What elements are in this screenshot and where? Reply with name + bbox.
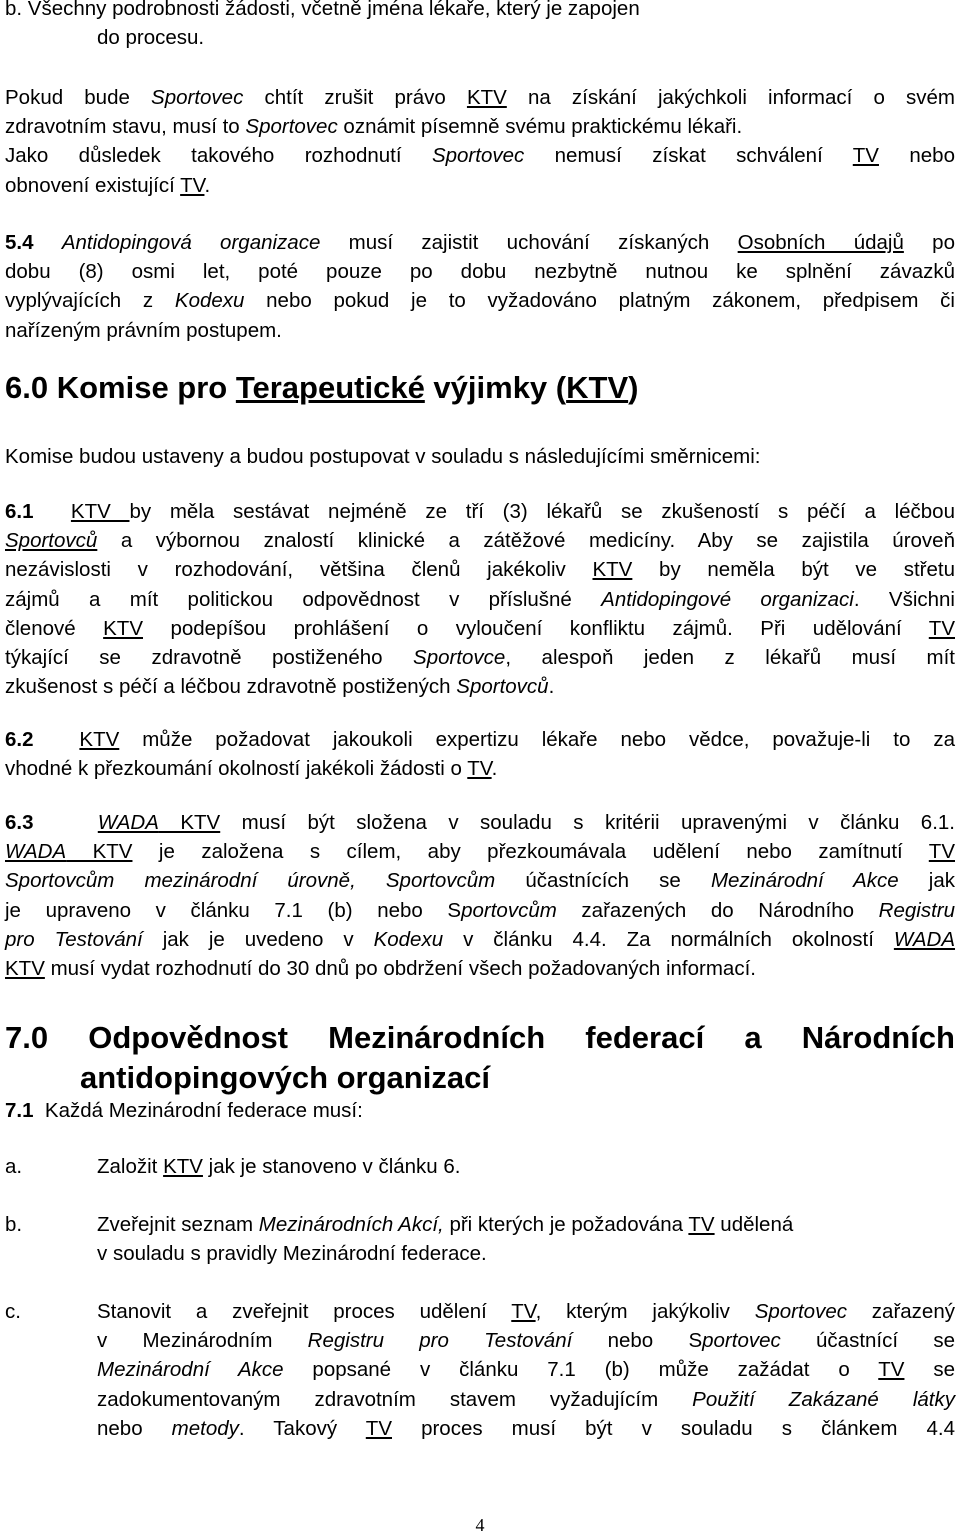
paragraph-6-2: 6.2 KTV může požadovat jakoukoli expertizu lékaře nebo vědce, považuje-li to za vhodné k přezkoumání okolností jakékoli žádosti o TV. bbox=[5, 728, 955, 781]
list-item-text: b. Všechny podrobnosti žádosti, včetně jména lékaře, který je zapojen bbox=[5, 0, 640, 20]
list-item-a: a. Založit KTV jak je stanoveno v článku 6. bbox=[5, 1155, 461, 1178]
paragraph-6-3: 6.3 WADA KTV musí být složena v souladu s kritérii upravenými v článku 6.1. WADA KTV je založena s cílem, aby přezkoumávala udělení nebo zamítnutí TV Sportovcům mezinárodní úrovně, Sportovcům účastnících se Mezinárodní Akce jak je upraveno v článku 7.1 (b) nebo Sportovcům zařazených do Národního Registru pro Testování jak je uvedeno v Kodexu v článku 4.4. Za normálních okolností WADA KTV musí vydat rozhodnutí do 30 dnů po obdržení všech požadovaných informací. bbox=[5, 811, 956, 981]
list-item-b: b. Zveřejnit seznam Mezinárodních Akcí, při kterých je požadována TV udělená v souladu s pravidly Mezinárodní federace. bbox=[5, 1213, 794, 1266]
paragraph-sportovec: Pokud bude Sportovec chtít zrušit právo KTV na získání jakýchkoli informací o svém zdravotním stavu, musí to Sportovec oznámit písemně svému praktickému lékaři. Jako důsledek takového rozhodnutí Sportovec nemusí získat schválení TV nebo obnovení existující TV. bbox=[5, 86, 955, 197]
paragraph-7-1: 7.1 Každá Mezinárodní federace musí: bbox=[5, 1099, 363, 1122]
paragraph-5-4: 5.4 Antidopingová organizace musí zajistit uchování získaných Osobních údajů po dobu (8) osmi let, poté pouze po dobu nezbytně nutnou ke splnění závazků vyplývajících z Kodexu nebo pokud je to vyžadováno platným zákonem, předpisem či nařízeným právním postupem. bbox=[5, 231, 955, 342]
list-item-text: do procesu. bbox=[97, 26, 205, 50]
section-heading-6: 6.0 Komise pro Terapeutické výjimky (KTV) bbox=[5, 370, 639, 405]
list-item-c: c. Stanovit a zveřejnit proces udělení TV, kterým jakýkoliv Sportovec zařazený v Mezinárodním Registru pro Testování nebo Sportovec účastnící se Mezinárodní Akce popsané v článku 7.1 (b) může zažádat o TV se zadokumentovaným zdravotním stavem vyžadujícím Použití Zakázané látky nebo metody. Takový TV proces musí být v souladu s článkem 4.4 bbox=[5, 1300, 955, 1440]
page-number: 4 bbox=[475, 1515, 485, 1535]
list-item-b-top bbox=[5, 0, 955, 52]
section-heading-7: 7.0 Odpovědnost Mezinárodních federací a Národních antidopingových organizací bbox=[5, 1020, 955, 1095]
section-intro: Komise budou ustaveny a budou postupovat v souladu s následujícími směrnicemi: bbox=[5, 445, 761, 468]
paragraph-6-1: 6.1 KTV by měla sestávat nejméně ze tří (3) lékařů se zkušeností s péčí a léčbou Sportovců a výbornou znalostí klinické a zátěžové medicíny. Aby se zajistila úroveň nezávislosti v rozhodování, většina členů jakékoliv KTV by neměla být ve střetu zájmů a mít politickou odpovědnost v příslušné Antidopingové organizaci. Všichni členové KTV podepíšou prohlášení o vyloučení konfliktu zájmů. Při udělování TV týkající se zdravotně postiženého Sportovce, alespoň jeden z lékařů musí mít zkušenost s péčí a léčbou zdravotně postižených Sportovců. bbox=[5, 500, 955, 699]
